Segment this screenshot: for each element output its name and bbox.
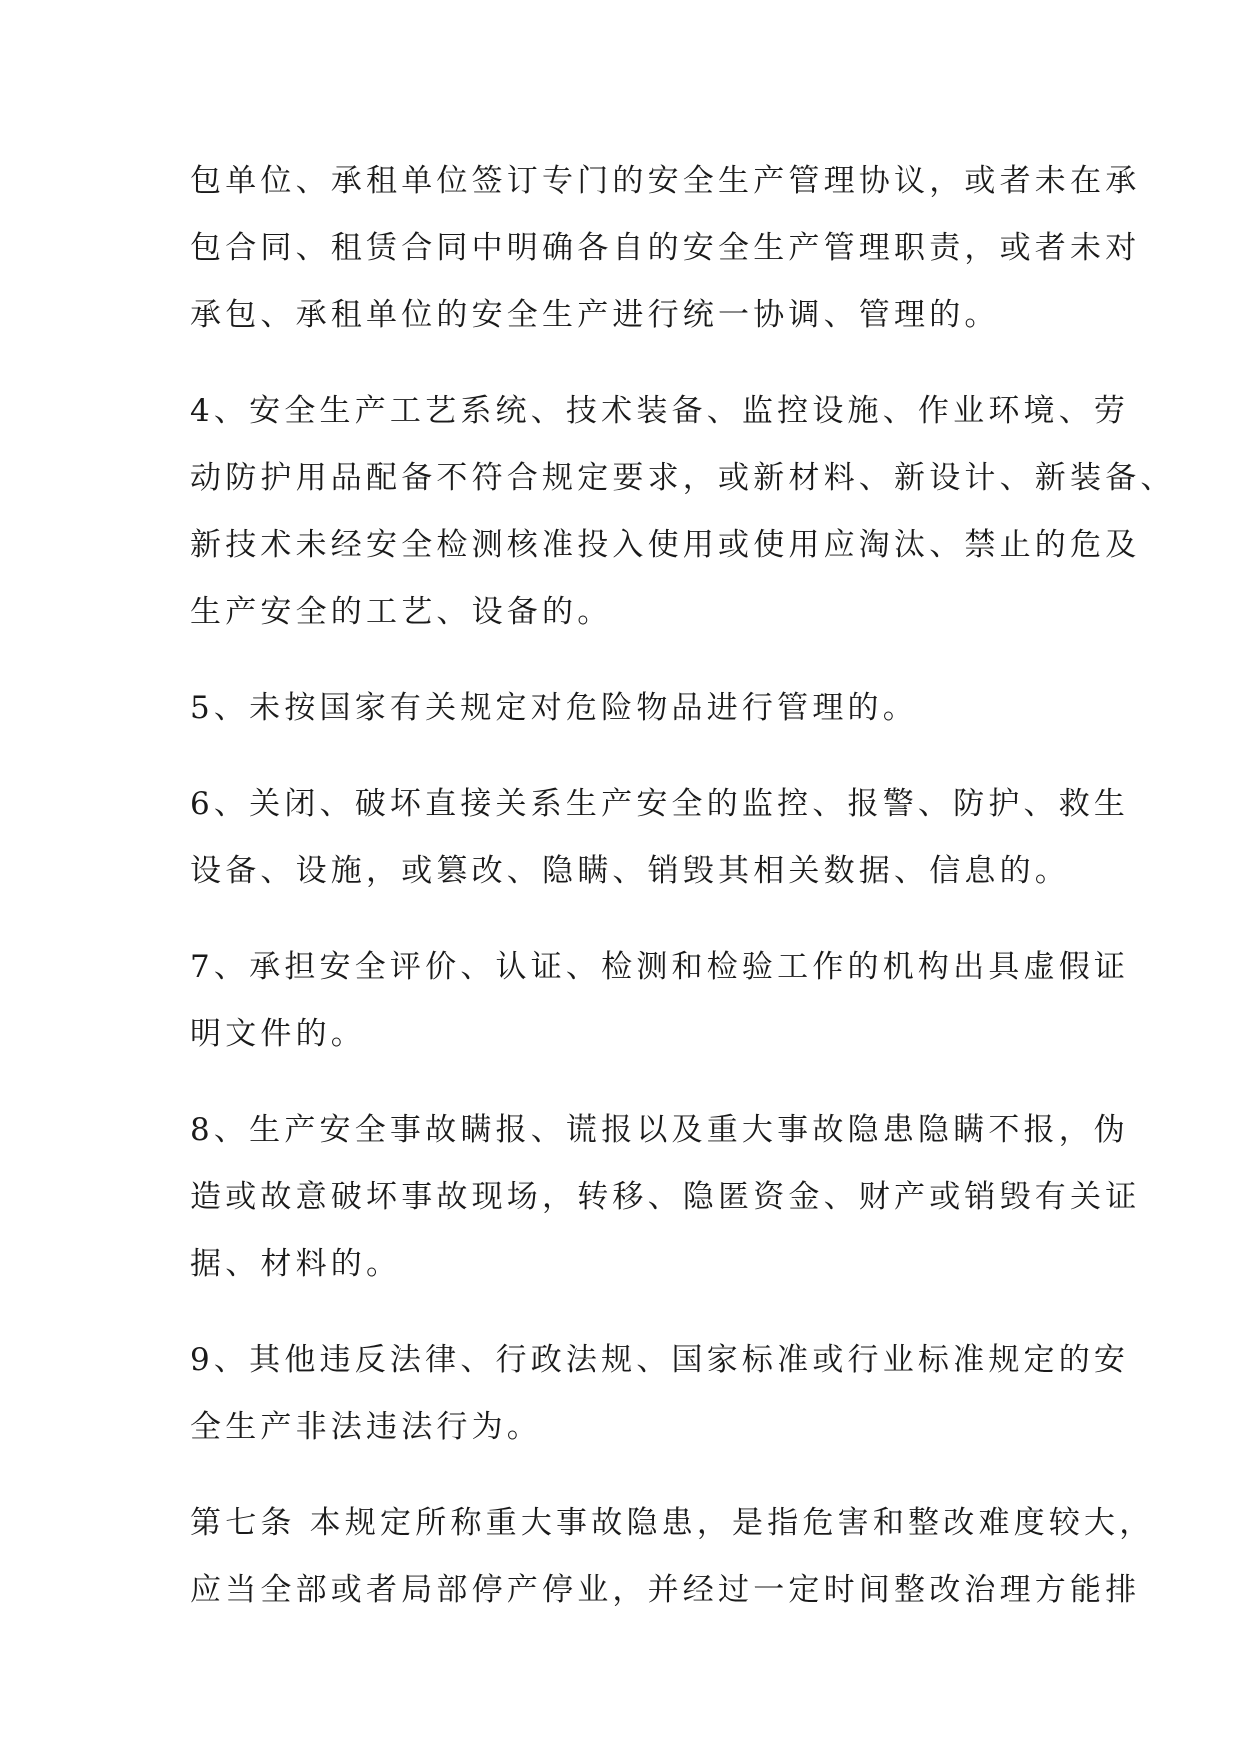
- paragraph-item-5: [190, 675, 1060, 742]
- text-line: 造或故意破坏事故现场，转移、隐匿资金、财产或销毁有关证: [190, 1179, 1141, 1215]
- text-line: 第七条 本规定所称重大事故隐患，是指危害和整改难度较大，: [190, 1505, 1155, 1541]
- text-line: 8、生产安全事故瞒报、谎报以及重大事故隐患隐瞒不报，伪: [190, 1112, 1130, 1148]
- text-line: 4、安全生产工艺系统、技术装备、监控设施、作业环境、劳: [190, 393, 1130, 429]
- text-line: 据、材料的。: [190, 1246, 402, 1282]
- paragraph-contract-management: [190, 148, 1141, 349]
- document-body: [190, 148, 1176, 1653]
- text-line: 7、承担安全评价、认证、检测和检验工作的机构出具虚假证: [190, 949, 1130, 985]
- text-line: 新技术未经安全检测核准投入使用或使用应淘汰、禁止的危及: [190, 527, 1141, 563]
- paragraph-item-8: [190, 1097, 1141, 1298]
- paragraph-item-6: [190, 771, 1130, 905]
- paragraph-item-9: [190, 1327, 1130, 1461]
- text-line: 生产安全的工艺、设备的。: [190, 594, 613, 630]
- text-line: 6、关闭、破坏直接关系生产安全的监控、报警、防护、救生: [190, 786, 1130, 822]
- paragraph-article-7: [190, 1490, 1155, 1624]
- text-line: 应当全部或者局部停产停业，并经过一定时间整改治理方能排: [190, 1572, 1141, 1608]
- text-line: 动防护用品配备不符合规定要求，或新材料、新设计、新装备、: [190, 460, 1176, 496]
- paragraph-item-4: [190, 378, 1176, 646]
- text-line: 设备、设施，或篡改、隐瞒、销毁其相关数据、信息的。: [190, 853, 1070, 889]
- text-line: 5、未按国家有关规定对危险物品进行管理的。: [190, 690, 918, 726]
- text-line: 承包、承租单位的安全生产进行统一协调、管理的。: [190, 297, 1000, 333]
- text-line: 明文件的。: [190, 1016, 366, 1052]
- text-line: 全生产非法违法行为。: [190, 1409, 542, 1445]
- paragraph-item-7: [190, 934, 1130, 1068]
- text-line: 包单位、承租单位签订专门的安全生产管理协议，或者未在承: [190, 163, 1141, 199]
- text-line: 9、其他违反法律、行政法规、国家标准或行业标准规定的安: [190, 1342, 1130, 1378]
- text-line: 包合同、租赁合同中明确各自的安全生产管理职责，或者未对: [190, 230, 1141, 266]
